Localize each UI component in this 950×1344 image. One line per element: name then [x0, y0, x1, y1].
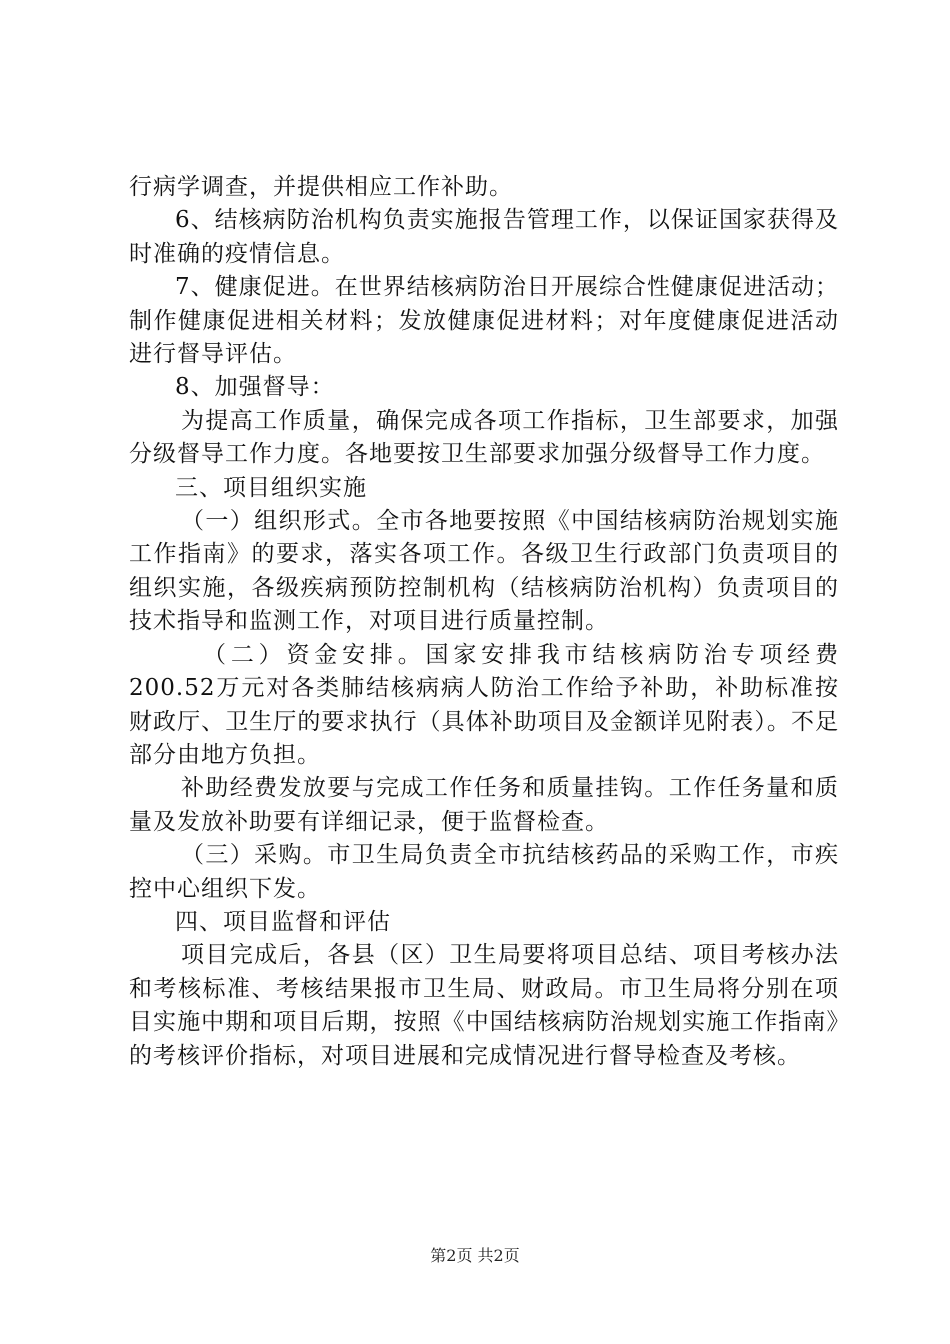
paragraph-item-7: 7、健康促进。在世界结核病防治日开展综合性健康促进活动；制作健康促进相关材料；发放健康促进材料；对年度健康促进活动进行督导评估。 — [129, 274, 839, 368]
paragraph-item-8: 8、加强督导： — [175, 374, 335, 401]
page-footer — [0, 1243, 950, 1266]
paragraph-item-6: 6、结核病防治机构负责实施报告管理工作，以保证国家获得及时准确的疫情信息。 — [129, 207, 839, 267]
paragraph-continuation: 行病学调查，并提供相应工作补助。 — [129, 174, 513, 200]
paragraph-funding: （二）资金安排。国家安排我市结核病防治专项经费200.52万元对各类肺结核病病人防治工作给予补助，补助标准按财政厅、卫生厅的要求执行（具体补助项目及金额详见附表）。不足部分由地方负担。 — [129, 641, 839, 768]
paragraph-subsidy: 补助经费发放要与完成工作任务和质量挂钩。工作任务量和质量及发放补助要有详细记录，便于监督检查。 — [129, 775, 839, 835]
paragraph-procurement: （三）采购。市卫生局负责全市抗结核药品的采购工作，市疾控中心组织下发。 — [129, 842, 839, 902]
section-heading-3: 三、项目组织实施 — [175, 474, 367, 501]
paragraph-organization: （一）组织形式。全市各地要按照《中国结核病防治规划实施工作指南》的要求，落实各项工作。各级卫生行政部门负责项目的组织实施，各级疾病预防控制机构（结核病防治机构）负责项目的技术指导和监测工作，对项目进行质量控制。 — [129, 508, 839, 635]
paragraph-supervision: 为提高工作质量，确保完成各项工作指标，卫生部要求，加强分级督导工作力度。各地要按卫生部要求加强分级督导工作力度。 — [129, 407, 839, 468]
paragraph-evaluation: 项目完成后，各县（区）卫生局要将项目总结、项目考核办法和考核标准、考核结果报市卫生局、财政局。市卫生局将分别在项目实施中期和项目后期，按照《中国结核病防治规划实施工作指南》的考核评价指标，对项目进展和完成情况进行督导检查及考核。 — [129, 942, 839, 1069]
section-heading-4: 四、项目监督和评估 — [175, 908, 391, 935]
page-number: 第2页 共2页 — [430, 1246, 520, 1265]
document-body — [129, 171, 839, 1073]
